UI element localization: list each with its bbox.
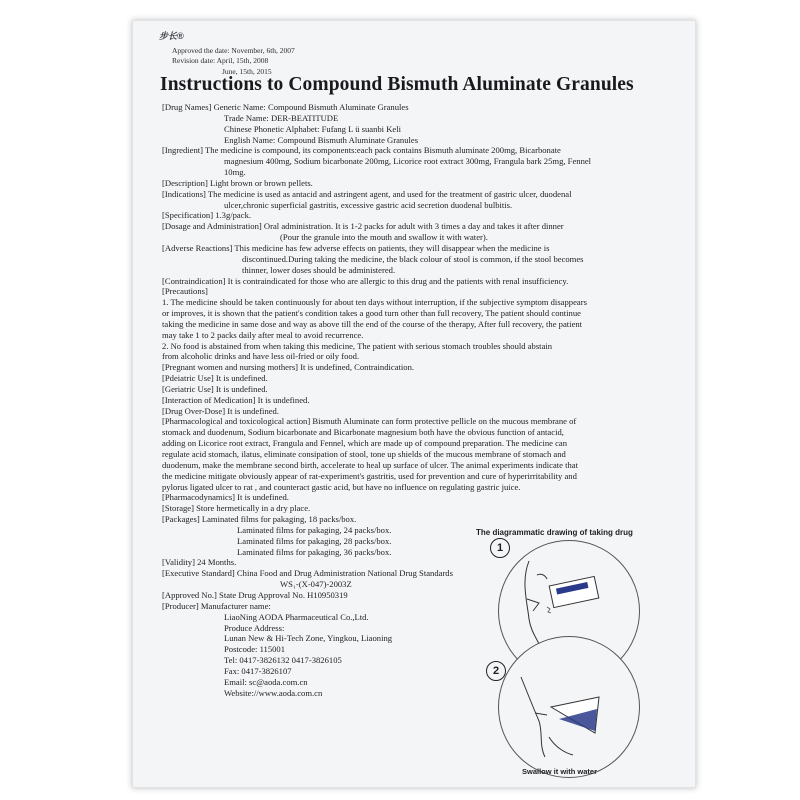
pharmacology-line-1: [Pharmacological and toxicological action] Bismuth Aluminate can form protective pellicle on the mucous membrane of	[162, 416, 577, 427]
producer-label: [Producer] Manufacturer name:	[162, 600, 271, 611]
precautions-label: [Precautions]	[162, 286, 208, 297]
geriatric-use: [Geriatric Use] It is undefined.	[162, 383, 268, 394]
ingredient-line-1: [Ingredient] The medicine is compound, its components:each pack contains Bismuth aluminate 200mg, Bicarbonate	[162, 145, 561, 156]
pharmacology-line-5: duodenum, make the membrane second birth, accelerate to heal up surface of ulcer. The animal experiments indicate that	[162, 459, 578, 470]
english-name: English Name: Compound Bismuth Aluminate Granules	[224, 134, 419, 145]
approved-number: [Approved No.] State Drug Approval No. H10950319	[162, 589, 348, 600]
pharmacology-line-2: stomack and duodenum, Sodium bicarbonate and Bicarbonate magnesium both have the obvious function of antacid,	[162, 427, 564, 438]
precaution-2-line-1: 2. No food is abstained from when taking this medicine, The patient with serious stomach troubles should abstain	[162, 340, 553, 351]
interaction: [Interaction of Medication] It is undefined.	[162, 394, 310, 405]
document-title: Instructions to Compound Bismuth Aluminate Granules	[160, 74, 634, 95]
ingredient-line-3: 10mg.	[224, 167, 246, 178]
diagram-title: The diagrammatic drawing of taking drug	[476, 528, 633, 537]
step-2-caption: Swallow it with water	[522, 767, 598, 776]
drug-names-line	[162, 102, 647, 113]
manufacturer-name: LiaoNing AODA Pharmaceutical Co.,Ltd.	[224, 611, 369, 622]
dosage-line-1: [Dosage and Administration] Oral administration. It is 1-2 packs for adult with 3 times a day and takes it after dinner	[162, 221, 564, 232]
drug-names-label: [Drug Names]	[162, 102, 212, 112]
precaution-2-line-2: from alcoholic drinks and have less oil-fried or oily food.	[162, 351, 360, 362]
revision-date: Revision date: April, 15th, 2008	[172, 56, 269, 65]
swallow-water-drawing	[499, 637, 639, 777]
pharmacodynamics: [Pharmacodynamics] It is undefined.	[162, 492, 289, 503]
executive-standard-line-2: WS₁-(X-047)-2003Z	[280, 579, 352, 590]
package-item: Laminated films for pakaging, 18 packs/box.	[201, 514, 357, 525]
phonetic-name: Chinese Phonetic Alphabet: Fufang L ü suanbi Keli	[224, 123, 402, 134]
indications-line-2: ulcer,chronic superficial gastritis, excessive gastric acid secretion duodenal bulbitis.	[224, 199, 513, 210]
telephone: Tel: 0417-3826132 0417-3826105	[224, 655, 342, 666]
adverse-line-3: thinner, lower doses should be administered.	[242, 264, 396, 275]
address: Lunan New & Hi-Tech Zone, Yingkou, Liaoning	[224, 633, 393, 644]
dosage-line-2: (Pour the granule into the mouth and swallow it with water).	[280, 232, 488, 243]
overdose: [Drug Over-Dose] It is undefined.	[162, 405, 280, 416]
package-item: Laminated films for pakaging, 36 packs/box.	[237, 546, 392, 557]
package-item: Laminated films for pakaging, 24 packs/box.	[237, 524, 392, 535]
ingredient-line-2: magnesium 400mg, Sodium bicarbonate 200mg, Licorice root extract 300mg, Frangula bark 25mg, Fennel	[224, 156, 592, 167]
step-2-number: 2	[486, 661, 506, 681]
trade-name: Trade Name: DER-BEATITUDE	[224, 112, 339, 123]
pharmacology-line-7: pylorus ligated ulcer to rat , and counteract gastic acid, but have no influence on regulating gastric juice.	[162, 481, 521, 492]
precaution-1-line-3: taking the medicine in same dose and way as above till the end of the course of the therapy, After full recovery, the patient	[162, 318, 583, 329]
pediatric-use: [Pdeiatric Use] It is undefined.	[162, 373, 268, 384]
revision-date-2: June, 15th, 2015	[222, 67, 272, 76]
pharmacology-line-6: the medicine mitigate obviously appear of rat-experiment's gastritis, used for prevention and cure of hyperirritability and	[162, 470, 577, 481]
fax: Fax: 0417-3826107	[224, 665, 292, 676]
specification: [Specification] 1.3g/pack.	[162, 210, 252, 221]
address-label: Produce Address:	[224, 622, 285, 633]
pregnant-use: [Pregnant women and nursing mothers] It is undefined, Contraindication.	[162, 362, 415, 373]
indications-line-1: [Indications] The medicine is used as antacid and astringent agent, and used for the treatment of gastric ulcer, duodenal	[162, 188, 572, 199]
precaution-1-line-1: 1. The medicine should be taken continuously for about ten days without interruption, if the subjective symptom disappears	[162, 297, 587, 308]
adverse-line-1: [Adverse Reactions] This medicine has few adverse effects on patients, they will disappear when the medicine is	[162, 242, 550, 253]
packages-line-1	[162, 514, 647, 525]
step-1-number: 1	[490, 538, 510, 558]
validity: [Validity] 24 Months.	[162, 557, 237, 568]
precaution-1-line-4: may take 1 to 2 packs daily after meal to avoid recurrence.	[162, 329, 364, 340]
storage: [Storage] Store hermetically in a dry place.	[162, 503, 311, 514]
generic-name: Generic Name: Compound Bismuth Aluminate Granules	[213, 102, 409, 112]
description: [Description] Light brown or brown pellets.	[162, 177, 313, 188]
package-item: Laminated films for pakaging, 28 packs/box.	[237, 535, 392, 546]
step-2-illustration	[498, 636, 640, 778]
executive-standard-line-1: [Executive Standard] China Food and Drug Administration National Drug Standards	[162, 568, 453, 579]
approved-date: Approved the date: November, 6th, 2007	[172, 46, 295, 55]
email: Email: sc@aoda.com.cn	[224, 676, 308, 687]
brand-logo: 步长®	[159, 31, 184, 41]
packages-label: [Packages]	[162, 514, 200, 525]
contraindication: [Contraindication] It is contraindicated for those who are allergic to this drug and the patients with renal insufficiency.	[162, 275, 569, 286]
pharmacology-line-3: adding on Licorice root extract, Frangula and Fennel, which are made up of compound preparation. The medicine can	[162, 438, 568, 449]
adverse-line-2: discontinued.During taking the medicine, the black colour of stool is common, if the stool becomes	[242, 253, 584, 264]
postcode: Postcode: 115001	[224, 644, 286, 655]
precaution-1-line-2: or improves, it is shown that the patient's condition takes a good turn other than full recovery, The patient should continue	[162, 308, 581, 319]
website: Website://www.aoda.com.cn	[224, 687, 323, 698]
pharmacology-line-4: regulate acid stomach, ilatus, eliminate consipation of stool, tone up shields of the mucous membrane of stomach and	[162, 449, 566, 459]
